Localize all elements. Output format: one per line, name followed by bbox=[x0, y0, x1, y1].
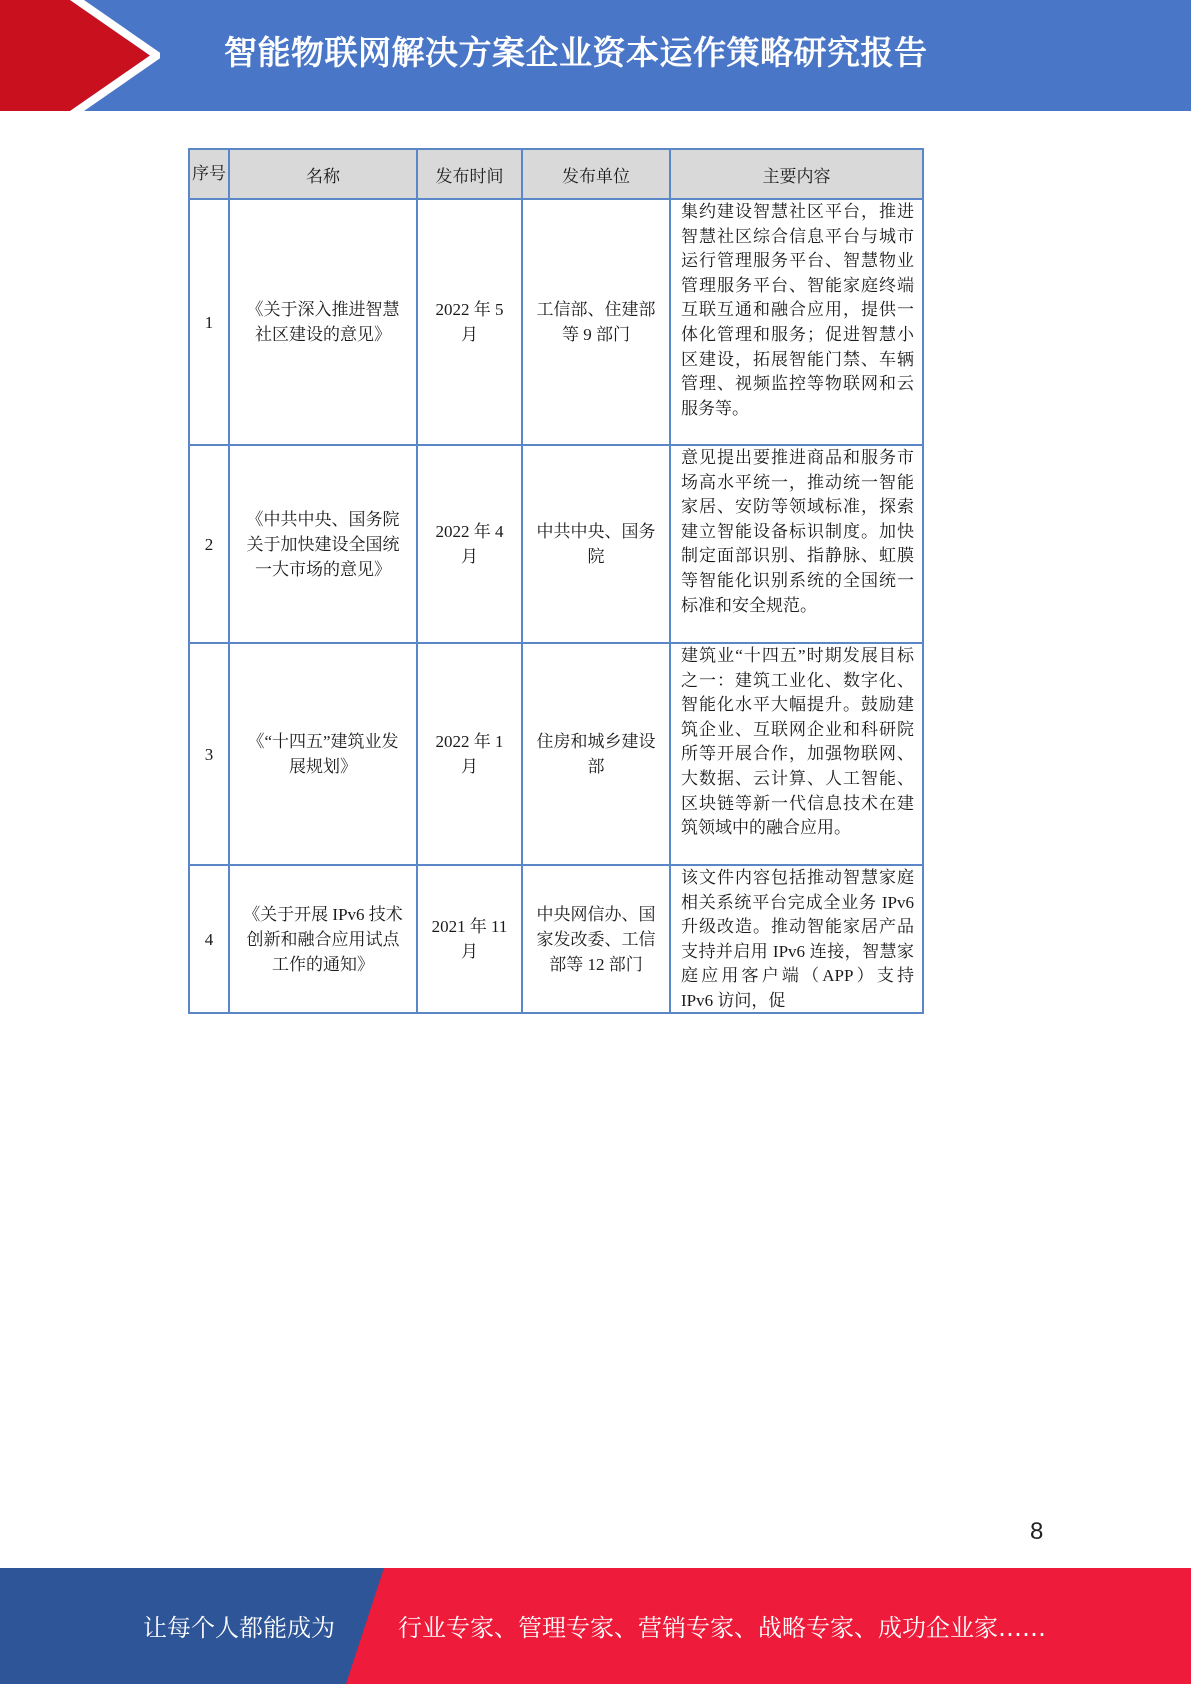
report-footer-bar bbox=[0, 1568, 1191, 1684]
header-cell-name: 名称 bbox=[229, 149, 417, 199]
policy-content: 该文件内容包括推动智慧家庭相关系统平台完成全业务 IPv6 升级改造。推动智能家居产品支持并启用 IPv6 连接，智慧家庭应用客户端（APP）支持 IPv6 访问，促 bbox=[681, 868, 914, 1010]
table-row bbox=[189, 865, 923, 1013]
table-header-row bbox=[189, 149, 923, 199]
header-cell-content: 主要内容 bbox=[670, 149, 923, 199]
table-row bbox=[189, 643, 923, 865]
publishing-org: 中央网信办、国家发改委、工信部等 12 部门 bbox=[522, 865, 670, 1013]
policy-table bbox=[188, 148, 924, 1014]
header-cell-date: 发布时间 bbox=[417, 149, 522, 199]
publishing-org: 工信部、住建部等 9 部门 bbox=[522, 199, 670, 445]
policy-name: 《关于深入推进智慧社区建设的意见》 bbox=[229, 199, 417, 445]
row-number: 2 bbox=[189, 445, 229, 643]
policy-name: 《“十四五”建筑业发展规划》 bbox=[229, 643, 417, 865]
report-header-bar bbox=[0, 0, 1191, 111]
table-row bbox=[189, 445, 923, 643]
header-cell-org: 发布单位 bbox=[522, 149, 670, 199]
publishing-org: 中共中央、国务院 bbox=[522, 445, 670, 643]
publish-date: 2021 年 11 月 bbox=[417, 865, 522, 1013]
policy-content: 建筑业“十四五”时期发展目标之一：建筑工业化、数字化、智能化水平大幅提升。鼓励建筑企业、互联网企业和科研院所等开展合作，加强物联网、大数据、云计算、人工智能、区块链等新一代信息技术在建筑领域中的融合应用。 bbox=[670, 643, 923, 865]
header-cell-no: 序号 bbox=[189, 149, 229, 199]
policy-content-cell bbox=[670, 865, 923, 1013]
policy-name: 《中共中央、国务院关于加快建设全国统一大市场的意见》 bbox=[229, 445, 417, 643]
page-number: 8 bbox=[1030, 1518, 1044, 1545]
policy-content: 意见提出要推进商品和服务市场高水平统一，推动统一智能家居、安防等领域标准，探索建立智能设备标识制度。加快制定面部识别、指静脉、虹膜等智能化识别系统的全国统一标准和安全规范。 bbox=[670, 445, 923, 643]
table-row bbox=[189, 199, 923, 445]
row-number: 3 bbox=[189, 643, 229, 865]
policy-name: 《关于开展 IPv6 技术创新和融合应用试点工作的通知》 bbox=[229, 865, 417, 1013]
footer-slogan-right: 行业专家、管理专家、营销专家、战略专家、成功企业家…… bbox=[398, 1614, 1046, 1642]
publishing-org: 住房和城乡建设部 bbox=[522, 643, 670, 865]
header-red-chevron bbox=[0, 0, 160, 111]
row-number: 1 bbox=[189, 199, 229, 445]
footer-slogan-left: 让每个人都能成为 bbox=[143, 1614, 335, 1642]
publish-date: 2022 年 4 月 bbox=[417, 445, 522, 643]
publish-date: 2022 年 1 月 bbox=[417, 643, 522, 865]
policy-content: 集约建设智慧社区平台，推进智慧社区综合信息平台与城市运行管理服务平台、智慧物业管理服务平台、智能家庭终端互联互通和融合应用，提供一体化管理和服务；促进智慧小区建设，拓展智能门禁、车辆管理、视频监控等物联网和云服务等。 bbox=[670, 199, 923, 445]
publish-date: 2022 年 5 月 bbox=[417, 199, 522, 445]
report-title: 智能物联网解决方案企业资本运作策略研究报告 bbox=[224, 33, 928, 72]
policy-table-container bbox=[188, 148, 922, 1010]
row-number: 4 bbox=[189, 865, 229, 1013]
